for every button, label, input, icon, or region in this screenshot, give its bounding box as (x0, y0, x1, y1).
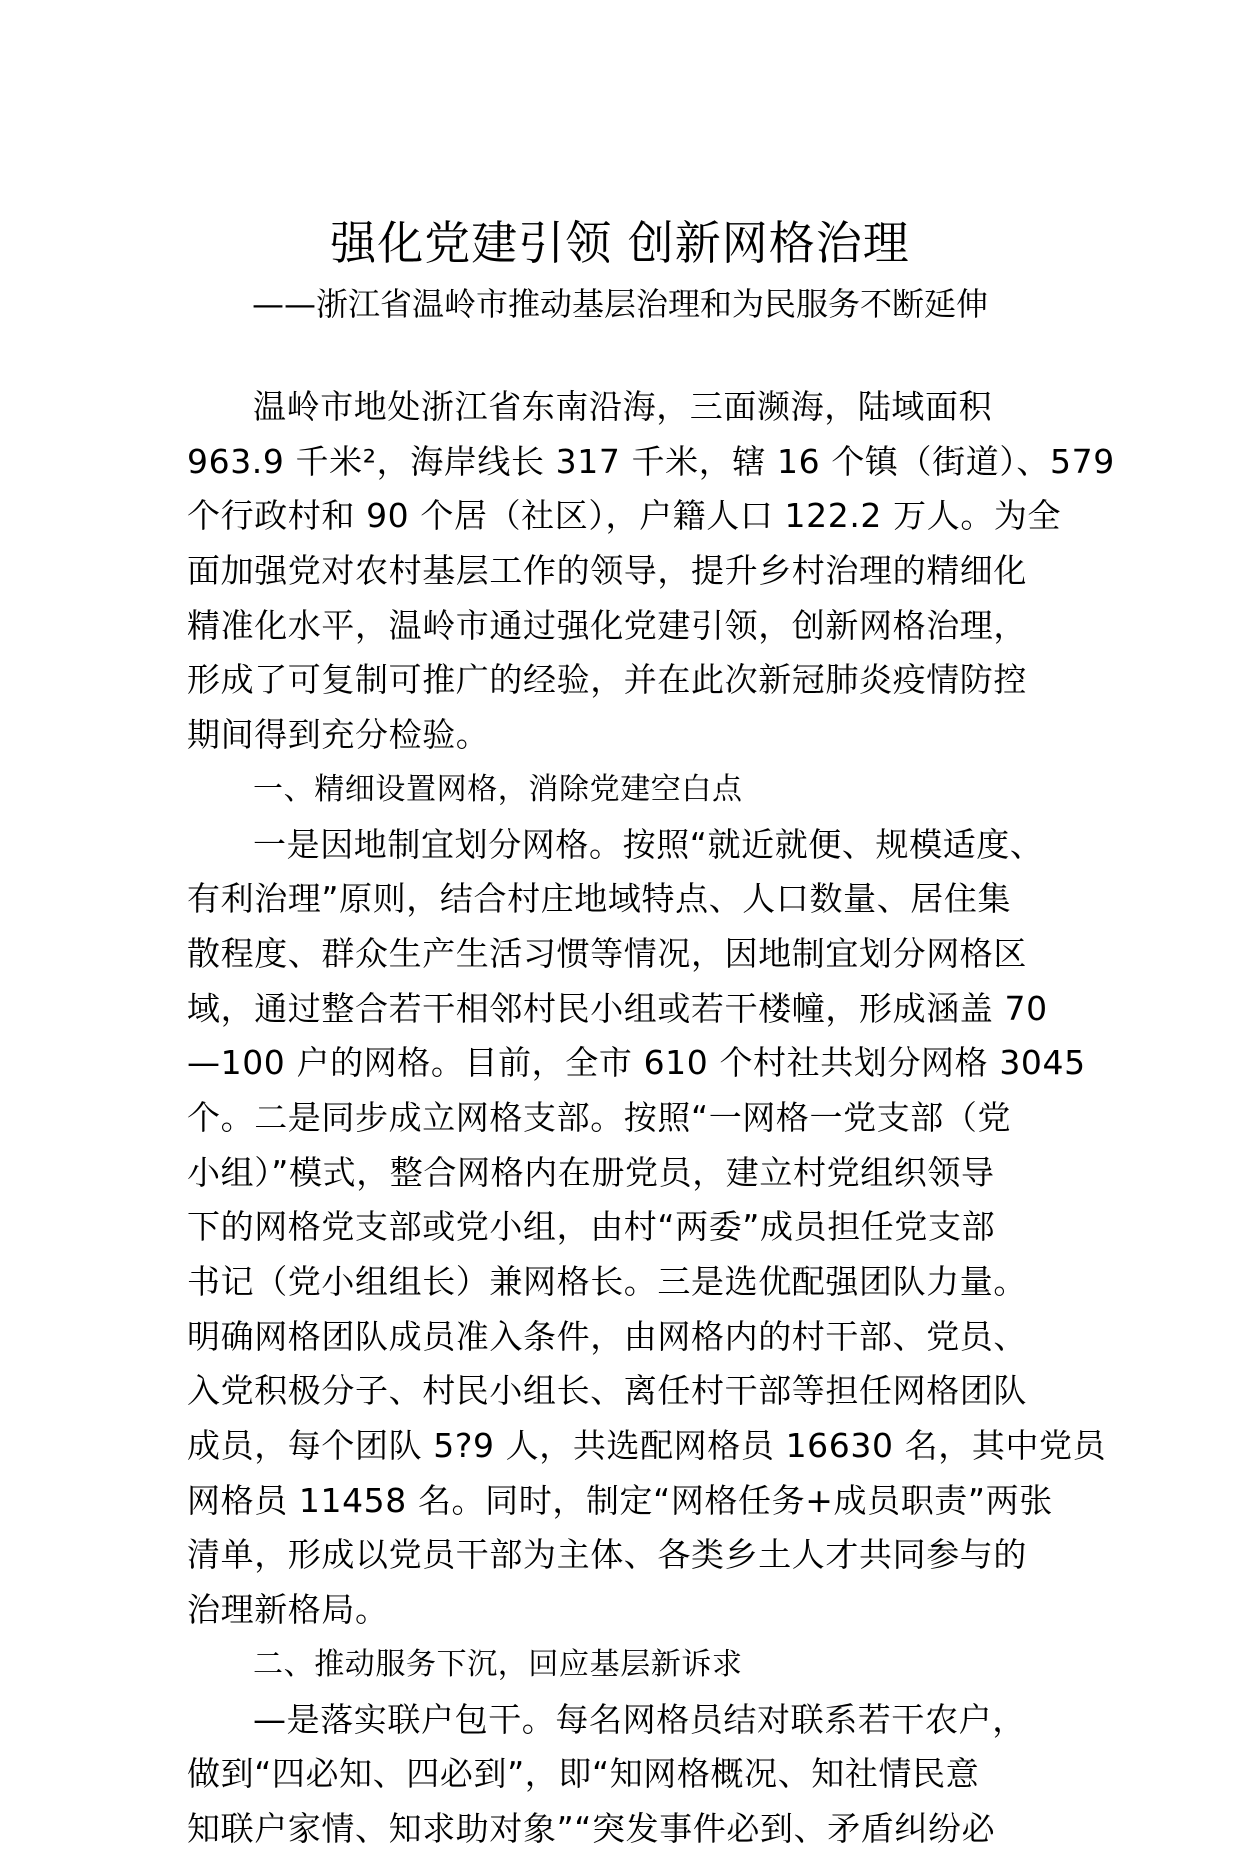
paragraph-line: —是落实联户包干。每名网格员结对联系若干农户， (253, 1699, 1026, 1739)
paragraph-line: 入党积极分子、村民小组长、离任村干部等担任网格团队 (187, 1371, 1027, 1411)
paragraph-line: 期间得到充分检验。 (187, 715, 490, 755)
paragraph-line: 个行政村和 90 个居（社区），户籍人口 122.2 万人。为全 (187, 496, 1062, 536)
paragraph-line: 温岭市地处浙江省东南沿海，三面濒海，陆域面积 (253, 387, 993, 426)
paragraph-line: 域，通过整合若干相邻村民小组或若干楼幢，形成涵盖 70 (187, 988, 1048, 1028)
paragraph-line: 网格员 11458 名。同时，制定“网格任务+成员职责”两张 (187, 1480, 1053, 1520)
paragraph-line: 书记（党小组组长）兼网格长。三是选优配强团队力量。 (187, 1262, 1027, 1301)
paragraph-line: 成员，每个团队 5?9 人，共选配网格员 16630 名，其中党员 (187, 1426, 1107, 1466)
paragraph-line: 小组）”模式，整合网格内在册党员，建立村党组织领导 (187, 1152, 995, 1192)
paragraph-line: 治理新格局。 (187, 1590, 389, 1630)
section-heading: 一、精细设置网格，消除党建空白点 (253, 771, 743, 807)
paragraph-line: 形成了可复制可推广的经验，并在此次新冠肺炎疫情防控 (187, 660, 1027, 700)
document-body (187, 380, 1115, 1857)
paragraph-line: 清单，形成以党员干部为主体、各类乡土人才共同参与的 (187, 1535, 1027, 1575)
paragraph-line: —100 户的网格。目前，全市 610 个村社共划分网格 3045 (187, 1043, 1086, 1083)
paragraph-line: 散程度、群众生产生活习惯等情况，因地制宜划分网格区 (187, 933, 1027, 973)
document-title: 强化党建引领 创新网格治理 (330, 216, 910, 270)
document-subtitle: ——浙江省温岭市推动基层治理和为民服务不断延伸 (251, 285, 988, 323)
paragraph-line: 963.9 千米²，海岸线长 317 千米，辖 16 个镇（街道）、579 (187, 441, 1115, 481)
paragraph-line: 一是因地制宜划分网格。按照“就近就便、规模适度、 (253, 824, 1044, 864)
paragraph-line: 个。二是同步成立网格支部。按照“一网格一党支部（党 (187, 1097, 1012, 1137)
paragraph-line: 下的网格党支部或党小组，由村“两委”成员担任党支部 (187, 1207, 996, 1247)
paragraph-line: 做到“四必知、四必到”，即“知网格概况、知社情民意 (187, 1754, 980, 1794)
section-heading: 二、推动服务下沉，回应基层新诉求 (253, 1646, 743, 1682)
paragraph-line: 知联户家情、知求助对象”“突发事件必到、矛盾纠纷必 (187, 1808, 996, 1848)
paragraph-line: 有利治理”原则，结合村庄地域特点、人口数量、居住集 (187, 879, 1012, 919)
paragraph-line: 明确网格团队成员准入条件，由网格内的村干部、党员、 (187, 1316, 1027, 1356)
paragraph-line: 精准化水平，温岭市通过强化党建引领，创新网格治理， (187, 605, 1027, 645)
paragraph-line: 面加强党对农村基层工作的领导，提升乡村治理的精细化 (187, 551, 1027, 591)
